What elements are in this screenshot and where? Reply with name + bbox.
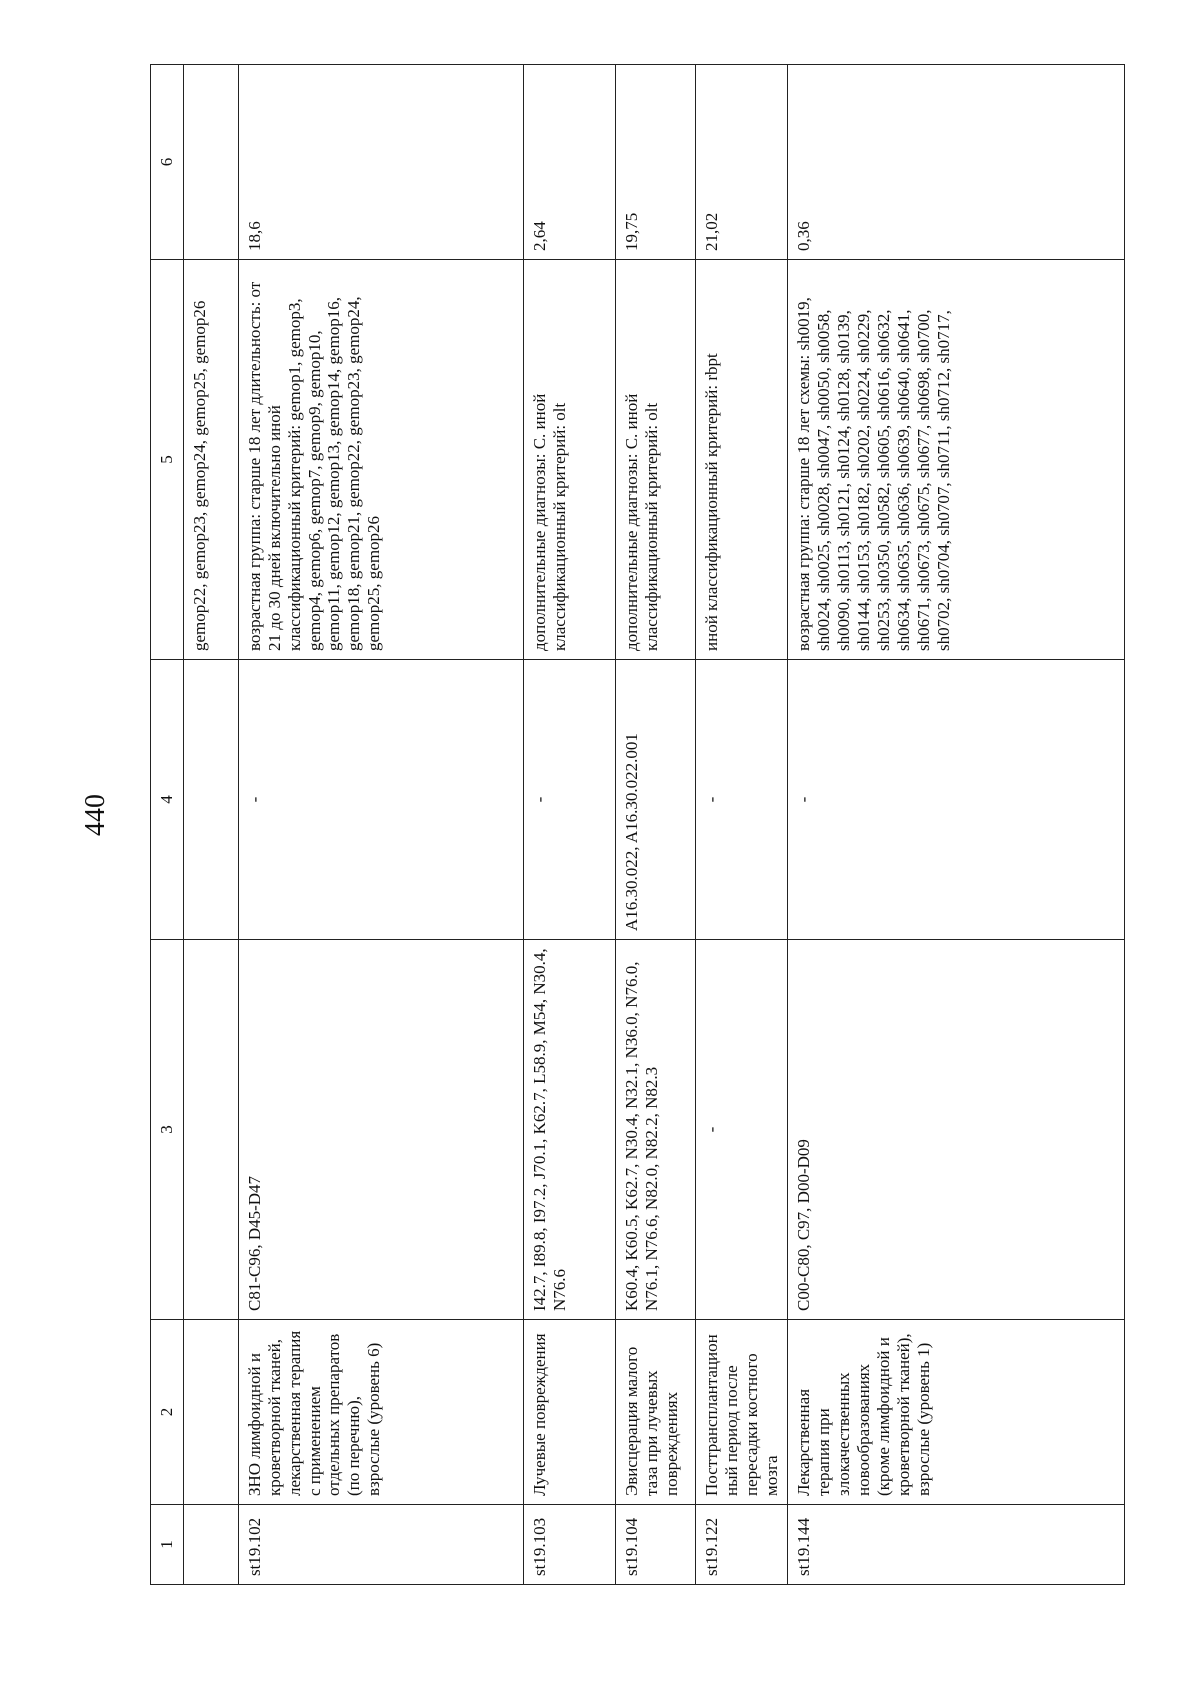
header-row [151, 65, 184, 1585]
col-header: 5 [151, 260, 184, 660]
col-header: 3 [151, 940, 184, 1320]
cell-code: st19.144 [788, 1505, 1125, 1585]
table-row [695, 65, 788, 1585]
cell-services: - [523, 660, 615, 940]
rotated-table-container [150, 65, 1104, 1585]
table-row [238, 65, 523, 1585]
cell-name: Посттрансплантационный период после пересадки костного мозга [695, 1320, 788, 1505]
cell-coefficient: 18,6 [238, 65, 523, 260]
cell-criteria: возрастная группа: старше 18 лет схемы: sh0019, sh0024, sh0025, sh0028, sh0047, sh0050, sh0058, sh0090, sh0113, sh0121, sh0124, sh0128, sh0139, sh0144, sh0153, sh0182, sh0202, sh0224, sh0229, sh0253, sh0350, sh0582, sh0605, sh0616, sh0632, sh0634, sh0635, sh0636, sh0639, sh0640, sh0641, sh0671, sh0673, sh0675, sh0677, sh0698, sh0700, sh0702, sh0704, sh0707, sh0711, sh0712, sh0717, [788, 260, 1125, 660]
tariff-table [150, 64, 1125, 1585]
cell-code: st19.122 [695, 1505, 788, 1585]
cell-diagnoses: I42.7, I89.8, I97.2, J70.1, K62.7, L58.9, M54, N30.4, N76.6 [523, 940, 615, 1320]
cell-diagnoses: C00-C80, C97, D00-D09 [788, 940, 1125, 1320]
table-row [615, 65, 695, 1585]
col-header: 4 [151, 660, 184, 940]
cell-services: - [238, 660, 523, 940]
cell-criteria: gemop22, gemop23, gemop24, gemop25, gemop26 [183, 260, 238, 660]
cell-services: A16.30.022, A16.30.022.001 [615, 660, 695, 940]
cell-name: ЗНО лимфоидной и кроветворной тканей, лекарственная терапия с применением отдельных препаратов (по перечню), взрослые (уровень 6) [238, 1320, 523, 1505]
cell-name: Лекарственная терапия при злокачественных новообразованиях (кроме лимфоидной и кроветворной тканей), взрослые (уровень 1) [788, 1320, 1125, 1505]
cell-services: - [695, 660, 788, 940]
page-number: 440 [80, 794, 111, 836]
continuation-row [183, 65, 238, 1585]
cell-criteria: дополнительные диагнозы: C. иной классификационный критерий: olt [615, 260, 695, 660]
cell-name: Лучевые повреждения [523, 1320, 615, 1505]
cell-diagnoses: - [695, 940, 788, 1320]
table-row [523, 65, 615, 1585]
cell-criteria: возрастная группа: старше 18 лет длительность: от 21 до 30 дней включительно иной классификационный критерий: gemop1, gemop3, gemop4, gemop6, gemop7, gemop9, gemop10, gemop11, gemop12, gemop13, gemop14, gemop16, gemop18, gemop21, gemop22, gemop23, gemop24, gemop25, gemop26 [238, 260, 523, 660]
col-header: 1 [151, 1505, 184, 1585]
cell-criteria: дополнительные диагнозы: C. иной классификационный критерий: olt [523, 260, 615, 660]
cell-criteria: иной классификационный критерий: rbpt [695, 260, 788, 660]
cell-code: st19.103 [523, 1505, 615, 1585]
cell-diagnoses: C81-C96, D45-D47 [238, 940, 523, 1320]
cell-code: st19.104 [615, 1505, 695, 1585]
cell-diagnoses: K60.4, K60.5, K62.7, N30.4, N32.1, N36.0, N76.0, N76.1, N76.6, N82.0, N82.2, N82.3 [615, 940, 695, 1320]
cell-coefficient: 0,36 [788, 65, 1125, 260]
cell-name: Эвисцерация малого таза при лучевых повреждениях [615, 1320, 695, 1505]
table-row [788, 65, 1125, 1585]
cell-coefficient: 19,75 [615, 65, 695, 260]
col-header: 6 [151, 65, 184, 260]
cell-coefficient: 21,02 [695, 65, 788, 260]
cell-coefficient: 2,64 [523, 65, 615, 260]
cell-services: - [788, 660, 1125, 940]
col-header: 2 [151, 1320, 184, 1505]
cell-code: st19.102 [238, 1505, 523, 1585]
